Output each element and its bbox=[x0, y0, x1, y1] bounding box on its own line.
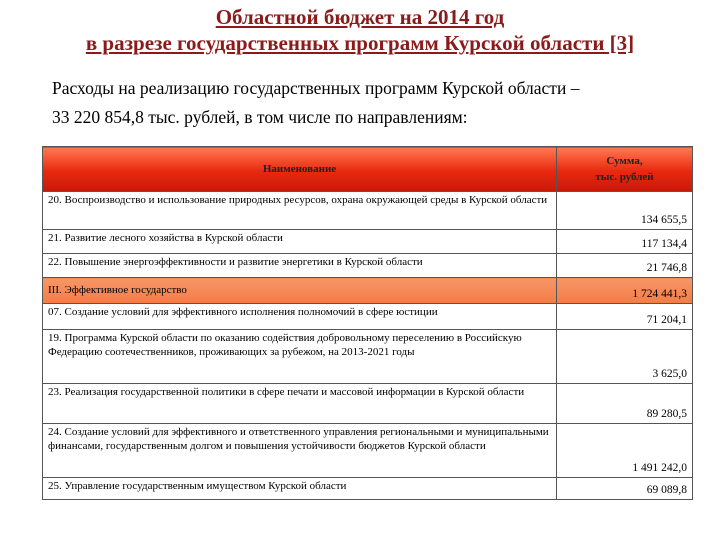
row-name: 07. Создание условий для эффективного исполнения полномочий в сфере юстиции bbox=[43, 304, 557, 330]
table-body bbox=[43, 192, 693, 500]
row-name: 25. Управление государственным имуществом Курской области bbox=[43, 478, 557, 500]
intro-line-1: Расходы на реализацию государственных программ Курской области – bbox=[52, 78, 580, 98]
row-amount: 21 746,8 bbox=[557, 254, 693, 278]
row-amount: 3 625,0 bbox=[557, 330, 693, 384]
table-row bbox=[43, 230, 693, 254]
column-header-name: Наименование bbox=[43, 147, 557, 192]
row-name: 24. Создание условий для эффективного и ответственного управления региональными и муниципальными финансами, государственным долгом и повышения устойчивости бюджетов Курской области bbox=[43, 424, 557, 478]
row-name: 19. Программа Курской области по оказанию содействия добровольному переселению в Российскую Федерацию соотечественников, проживающих за рубежом, на 2013-2021 годы bbox=[43, 330, 557, 384]
table-row bbox=[43, 384, 693, 424]
row-amount: 1 491 242,0 bbox=[557, 424, 693, 478]
row-amount: 89 280,5 bbox=[557, 384, 693, 424]
table-row bbox=[43, 424, 693, 478]
row-name: 20. Воспроизводство и использование природных ресурсов, охрана окружающей среды в Курской области bbox=[43, 192, 557, 230]
table-row bbox=[43, 192, 693, 230]
row-name: 21. Развитие лесного хозяйства в Курской области bbox=[43, 230, 557, 254]
table-header-row bbox=[43, 147, 693, 192]
column-header-sum-line-2: тыс. рублей bbox=[595, 171, 654, 183]
row-name: 23. Реализация государственной политики в сфере печати и массовой информации в Курской области bbox=[43, 384, 557, 424]
title-line-2: в разрезе государственных программ Курской области [3] bbox=[85, 31, 635, 55]
row-name: 22. Повышение энергоэффективности и развитие энергетики в Курской области bbox=[43, 254, 557, 278]
row-amount: 117 134,4 bbox=[557, 230, 693, 254]
table-row bbox=[43, 330, 693, 384]
intro-line-2: 33 220 854,8 тыс. рублей, в том числе по направлениям: bbox=[52, 107, 468, 127]
table-row bbox=[43, 304, 693, 330]
table-row-section bbox=[43, 278, 693, 304]
title-line-1: Областной бюджет на 2014 год bbox=[215, 5, 505, 29]
budget-table bbox=[42, 146, 693, 500]
row-amount: 71 204,1 bbox=[557, 304, 693, 330]
column-header-sum bbox=[557, 147, 693, 192]
slide-title bbox=[0, 4, 720, 56]
row-amount: 69 089,8 bbox=[557, 478, 693, 500]
row-amount: 1 724 441,3 bbox=[557, 278, 693, 304]
column-header-sum-line-1: Сумма, bbox=[606, 155, 643, 167]
intro-text bbox=[52, 74, 692, 132]
row-name: III. Эффективное государство bbox=[43, 278, 557, 304]
table-row bbox=[43, 478, 693, 500]
table-row bbox=[43, 254, 693, 278]
row-amount: 134 655,5 bbox=[557, 192, 693, 230]
